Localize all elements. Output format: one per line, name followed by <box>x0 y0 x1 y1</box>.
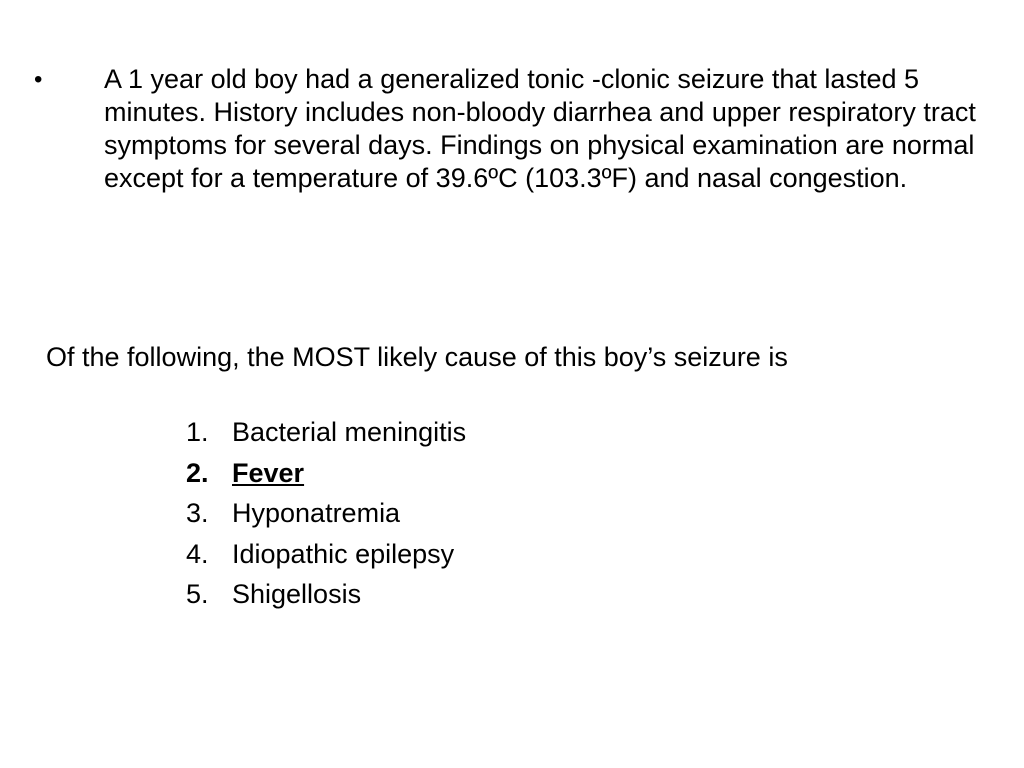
case-description: A 1 year old boy had a generalized tonic -clonic seizure that lasted 5 minutes. History includes non-bloody diarrhea and upper respiratory tract symptoms for several days. Findings on physical examination are normal except for a temperature of 39.6ºC (103.3ºF) and nasal congestion. <box>104 64 976 193</box>
option-number: 1. <box>186 417 209 447</box>
option-text: Idiopathic epilepsy <box>232 538 455 569</box>
answer-options <box>186 412 466 615</box>
option-number: 4. <box>186 538 209 569</box>
option-number: 2. <box>186 457 209 488</box>
option-text: Fever <box>232 457 305 488</box>
answer-option-2-correct <box>186 453 466 494</box>
question-prompt: Of the following, the MOST likely cause of this boy’s seizure is <box>46 342 788 372</box>
answer-option-3 <box>186 493 466 534</box>
answer-option-4 <box>186 534 466 575</box>
option-number: 5. <box>186 579 209 609</box>
option-text: Hyponatremia <box>232 498 401 528</box>
option-text: Bacterial meningitis <box>232 417 467 447</box>
answer-option-1 <box>186 412 466 453</box>
option-text: Shigellosis <box>232 579 362 609</box>
answer-option-5 <box>186 574 466 615</box>
option-number: 3. <box>186 498 209 528</box>
case-stem <box>34 63 1009 195</box>
bullet-point: • <box>34 66 43 93</box>
